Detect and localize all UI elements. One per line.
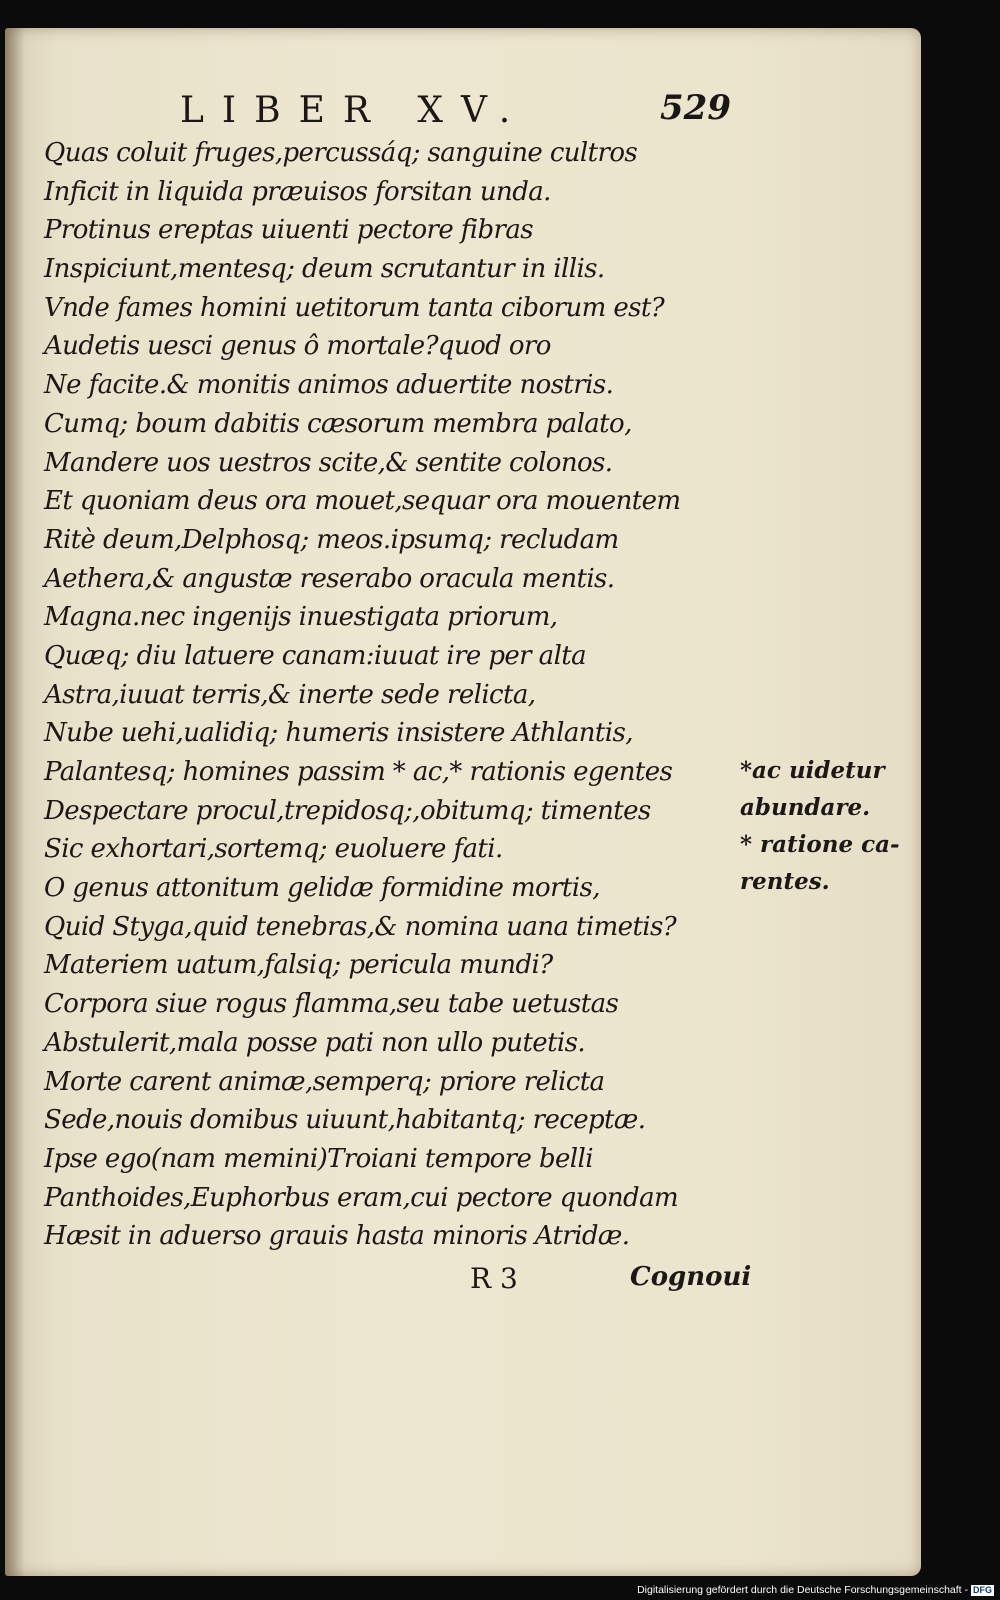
verse-line: Vnde fames homini uetitorum tanta ciborum est? [44, 292, 665, 323]
verse-line: Palantesq; homines passim * ac,* rationis egentes [44, 757, 673, 787]
verse-line: Quid Styga,quid tenebras,& nomina uana timetis? [44, 911, 677, 942]
running-head: LIBER XV. [180, 90, 529, 131]
verse-line: Inspiciunt,mentesq; deum scrutantur in illis. [44, 254, 605, 285]
digitization-credit [637, 1584, 994, 1596]
verse-line: Corpora siue rogus flamma,seu tabe uetustas [44, 989, 619, 1020]
spine-shadow [5, 28, 25, 1576]
dfg-logo: DFG [973, 1584, 992, 1595]
margin-note-line: rentes. [740, 868, 830, 895]
verse-line: Mandere uos uestros scite,& sentite colonos. [44, 447, 613, 478]
verse-line: Morte carent animæ,semperq; priore relicta [44, 1066, 605, 1097]
verse-line: Cumq; boum dabitis cæsorum membra palato, [44, 408, 632, 439]
margin-note-line: * ratione ca- [740, 831, 900, 858]
verse-line: Et quoniam deus ora mouet,sequar ora mouentem [44, 486, 681, 517]
verse-line: Quæq; diu latuere canam:iuuat ire per alta [44, 640, 587, 671]
verse-line: Nube uehi,ualidiq; humeris insistere Athlantis, [44, 718, 633, 749]
verse-line: Sede,nouis domibus uiuunt,habitantq; receptæ. [44, 1105, 646, 1136]
verse-line: Panthoides,Euphorbus eram,cui pectore quondam [44, 1182, 679, 1213]
verse-line: Despectare procul,trepidosq;,obitumq; timentes [44, 795, 651, 826]
verse-line: Inficit in liquida præuisos forsitan unda. [44, 176, 551, 207]
verse-line: Audetis uesci genus ô mortale?quod oro [44, 331, 551, 362]
catchword: Cognoui [630, 1262, 752, 1292]
signature-mark: R 3 [470, 1262, 518, 1295]
verse-line: Quas coluit fruges,percussáq; sanguine cultros [44, 138, 638, 168]
verse-line: Sic exhortari,sortemq; euoluere fati. [44, 834, 503, 865]
verse-line: Protinus ereptas uiuenti pectore fibras [44, 215, 534, 246]
verse-text-block [44, 134, 680, 1256]
margin-note-line: abundare. [740, 794, 871, 821]
verse-line: Ritè deum,Delphosq; meos.ipsumq; recludam [44, 524, 619, 555]
verse-line: Materiem uatum,falsiq; pericula mundi? [44, 950, 553, 981]
verse-line: Ipse ego(nam memini)Troiani tempore belli [44, 1143, 593, 1174]
credit-text: Digitalisierung gefördert durch die Deutsche Forschungsgemeinschaft - [637, 1584, 968, 1596]
marginal-notes [740, 752, 900, 900]
verse-line: Magna.nec ingenijs inuestigata priorum, [44, 602, 558, 633]
verse-line: Astra,iuuat terris,& inerte sede relicta, [44, 679, 536, 710]
verse-line: Ne facite.& monitis animos aduertite nostris. [44, 370, 614, 401]
verse-line: Aethera,& angustæ reserabo oracula mentis. [44, 563, 615, 594]
verse-line: Hæsit in aduerso grauis hasta minoris Atridæ. [44, 1221, 630, 1252]
margin-note-line: *ac uidetur [740, 757, 885, 784]
verse-line: Abstulerit,mala posse pati non ullo putetis. [44, 1027, 586, 1058]
verse-line: O genus attonitum gelidæ formidine mortis, [44, 873, 600, 904]
page-number: 529 [660, 88, 731, 128]
